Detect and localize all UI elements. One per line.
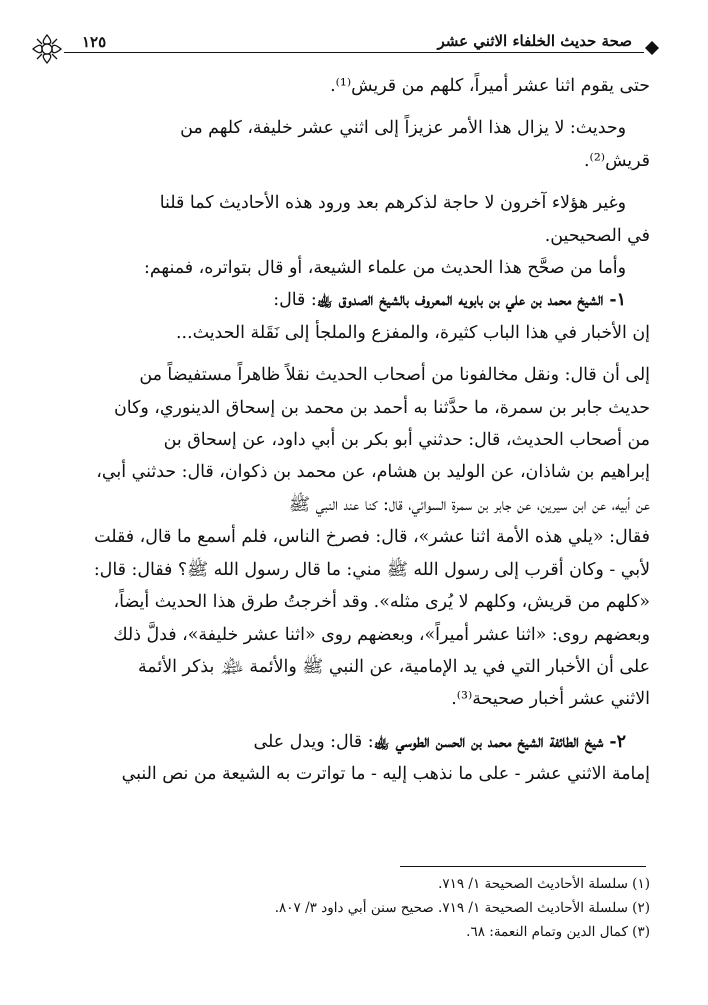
paragraph: إن الأخبار في هذا الباب كثيرة، والمفزع والملجأ إلى نَقَلة الحديث... bbox=[176, 322, 650, 343]
section-title: ٢- شيخ الطائفة الشيخ محمد بن الحسن الطوسي ﵀ bbox=[373, 731, 626, 752]
body-text bbox=[52, 70, 650, 791]
paragraph: حتى يقوم اثنا عشر أميراً، كلهم من قريش⁽¹⁾. bbox=[330, 76, 650, 96]
section-title-rest: : قال: bbox=[273, 290, 317, 311]
running-title: صحة حديث الخلفاء الاثني عشر bbox=[437, 32, 632, 50]
diamond-ornament-icon bbox=[644, 40, 660, 56]
page-header bbox=[30, 26, 680, 62]
paragraph: وحديث: لا يزال هذا الأمر عزيزاً إلى اثني عشر خليفة، كلهم من bbox=[180, 118, 626, 139]
section-heading-1 bbox=[52, 284, 650, 316]
quote-line: وبعضهم روى: «اثنا عشر أميراً»، وبعضهم روى «اثنا عشر خليفة»، فدلَّ ذلك bbox=[113, 624, 650, 645]
paragraph: وأما من صحَّح هذا الحديث من علماء الشيعة، أو قال بتواتره، فمنهم: bbox=[144, 258, 626, 279]
ornament-icon bbox=[30, 32, 64, 66]
quote-line: الاثني عشر أخبار صحيحة⁽³⁾. bbox=[451, 689, 650, 710]
quote-line: من أصحاب الحديث، قال: حدثني أبو بكر بن أبي داود، عن إسحاق بن bbox=[163, 430, 650, 451]
paragraph: في الصحيحين. bbox=[544, 225, 650, 246]
quote-line: إبراهيم بن شاذان، عن الوليد بن هشام، عن محمد بن ذكوان، قال: حدثني أبي، bbox=[96, 462, 650, 483]
quote-line: «كلهم من قريش، وكلهم لا يُرى مثله». وقد أخرجتُ طرق هذا الحديث أيضاً، bbox=[113, 592, 650, 613]
paragraph: وغير هؤلاء آخرون لا حاجة لذكرهم بعد ورود هذه الأحاديث كما قلنا bbox=[159, 193, 626, 214]
page-number: ١٢٥ bbox=[82, 33, 107, 51]
footnote: (١) سلسلة الأحاديث الصحيحة ١/ ٧١٩. bbox=[438, 876, 650, 892]
quote-line: إلى أن قال: ونقل مخالفونا من أصحاب الحديث نقلاً ظاهراً مستفيضاً من bbox=[139, 365, 650, 386]
quote-line: على أن الأخبار التي في يد الإمامية، عن النبي ﷺ والأئمة ﵈ بذكر الأئمة bbox=[137, 656, 650, 677]
footnote: (٢) سلسلة الأحاديث الصحيحة ١/ ٧١٩. صحيح سنن أبي داود ٣/ ٨٠٧. bbox=[274, 900, 650, 916]
quote-line: لأبي - وكان أقرب إلى رسول الله ﷺ مني: ما قال رسول الله ﷺ؟ فقال: قال: bbox=[93, 559, 650, 580]
paragraph: قريش⁽²⁾. bbox=[584, 150, 650, 171]
header-rule bbox=[64, 52, 644, 53]
section-title: ١- الشيخ محمد بن علي بن بابويه المعروف بالشيخ الصدوق ﵀ bbox=[316, 290, 626, 311]
footnote: (٣) كمال الدين وتمام النعمة: ٦٨. bbox=[466, 924, 650, 940]
section-heading-2 bbox=[52, 726, 650, 758]
paragraph: إمامة الاثني عشر - على ما نذهب إليه - ما تواترت به الشيعة من نص النبي bbox=[121, 764, 650, 785]
footnote-rule bbox=[400, 866, 646, 867]
quote-line: فقال: «يلي هذه الأمة اثنا عشر»، قال: فصرخ الناس، فلم أسمع ما قال، فقلت bbox=[94, 527, 650, 548]
quote-line: عن أبيه، عن ابن سيرين، عن جابر بن سمرة السوائي، قال: كنا عند النبي ﷺ bbox=[289, 494, 650, 515]
quote-line: حديث جابر بن سمرة، ما حدَّثنا به أحمد بن محمد بن إسحاق الدينوري، وكان bbox=[114, 397, 650, 418]
section-title-rest: : قال: ويدل على bbox=[253, 731, 374, 752]
footnotes bbox=[52, 872, 650, 944]
